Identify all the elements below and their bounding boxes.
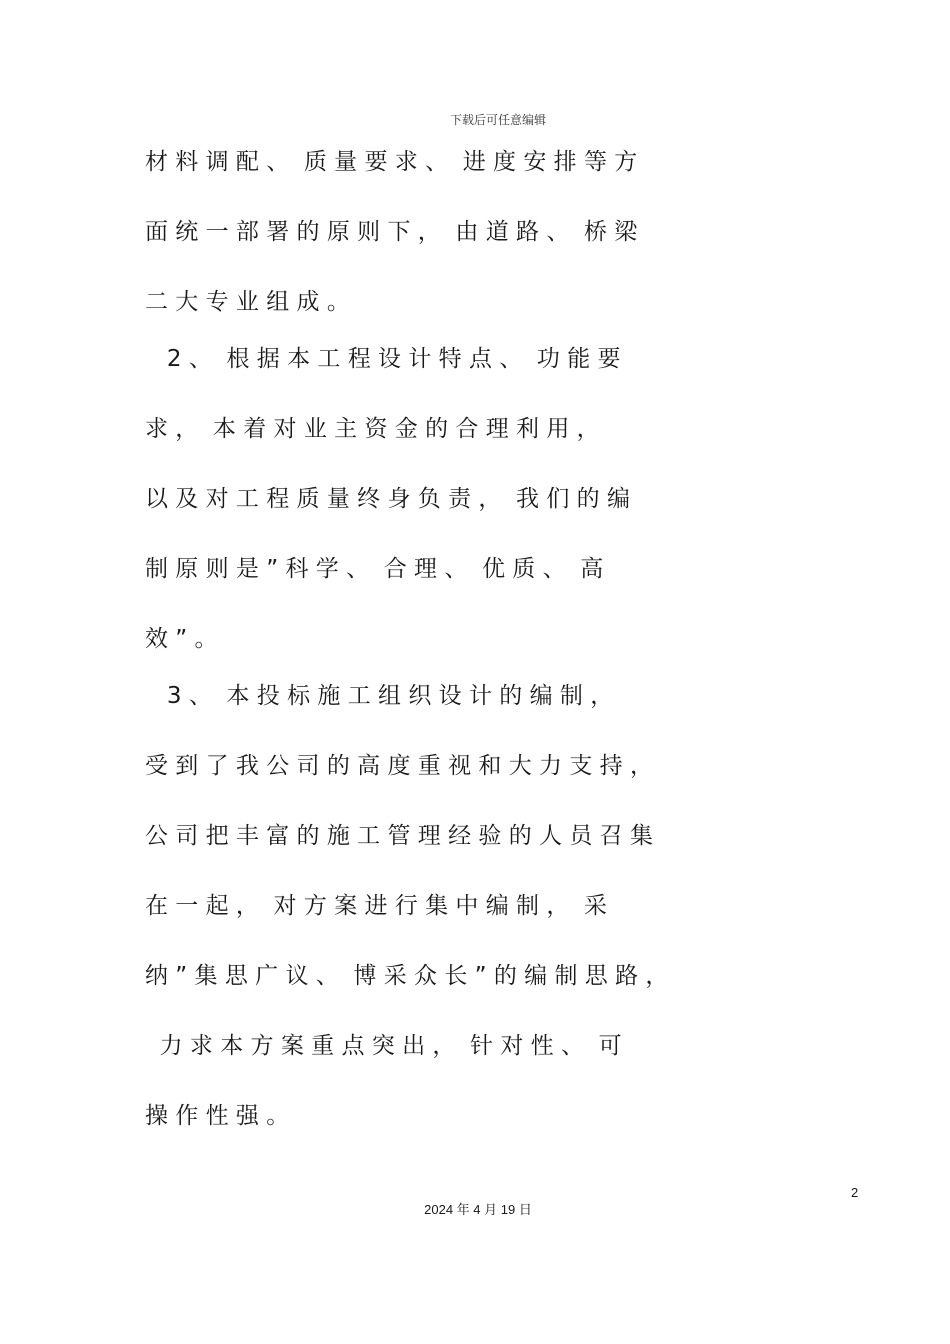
body-line-9: 3 、 本 投 标 施 工 组 织 设 计 的 编 制 ，	[145, 683, 614, 709]
page-header: 下载后可任意编辑	[449, 113, 546, 127]
body-line-6: 以 及 对 工 程 质 量 终 身 负 责 ， 我 们 的 编	[145, 486, 630, 512]
body-line-1: 材 料 调 配 、 质 量 要 求 、 进 度 安 排 等 方	[145, 149, 638, 175]
body-line-4: 2 、 根 据 本 工 程 设 计 特 点 、 功 能 要	[145, 346, 621, 372]
body-line-2: 面 统 一 部 署 的 原 则 下 ， 由 道 路 、 桥 梁	[145, 219, 638, 245]
body-line-8: 效 ” 。	[145, 626, 218, 652]
body-line-5: 求 ， 本 着 对 业 主 资 金 的 合 理 利 用 ，	[145, 416, 600, 442]
body-line-15: 操 作 性 强 。	[145, 1103, 290, 1129]
page-number: 2	[851, 1185, 859, 1200]
body-line-13: 纳 ” 集 思 广 议 、 博 采 众 长 ” 的 编 制 思 路 ，	[145, 963, 669, 989]
body-line-10: 受 到 了 我 公 司 的 高 度 重 视 和 大 力 支 持 ，	[145, 753, 653, 779]
footer-date: 2024 年 4 月 19 日	[424, 1202, 532, 1217]
body-line-11: 公 司 把 丰 富 的 施 工 管 理 经 验 的 人 员 召 集	[145, 823, 653, 849]
body-line-3: 二 大 专 业 组 成 。	[145, 289, 350, 315]
body-line-7: 制 原 则 是 ” 科 学 、 合 理 、 优 质 、 高	[145, 556, 604, 582]
body-line-14: 力 求 本 方 案 重 点 突 出 ， 针 对 性 、 可	[145, 1033, 622, 1059]
body-line-12: 在 一 起 ， 对 方 案 进 行 集 中 编 制 ， 采	[145, 893, 607, 919]
